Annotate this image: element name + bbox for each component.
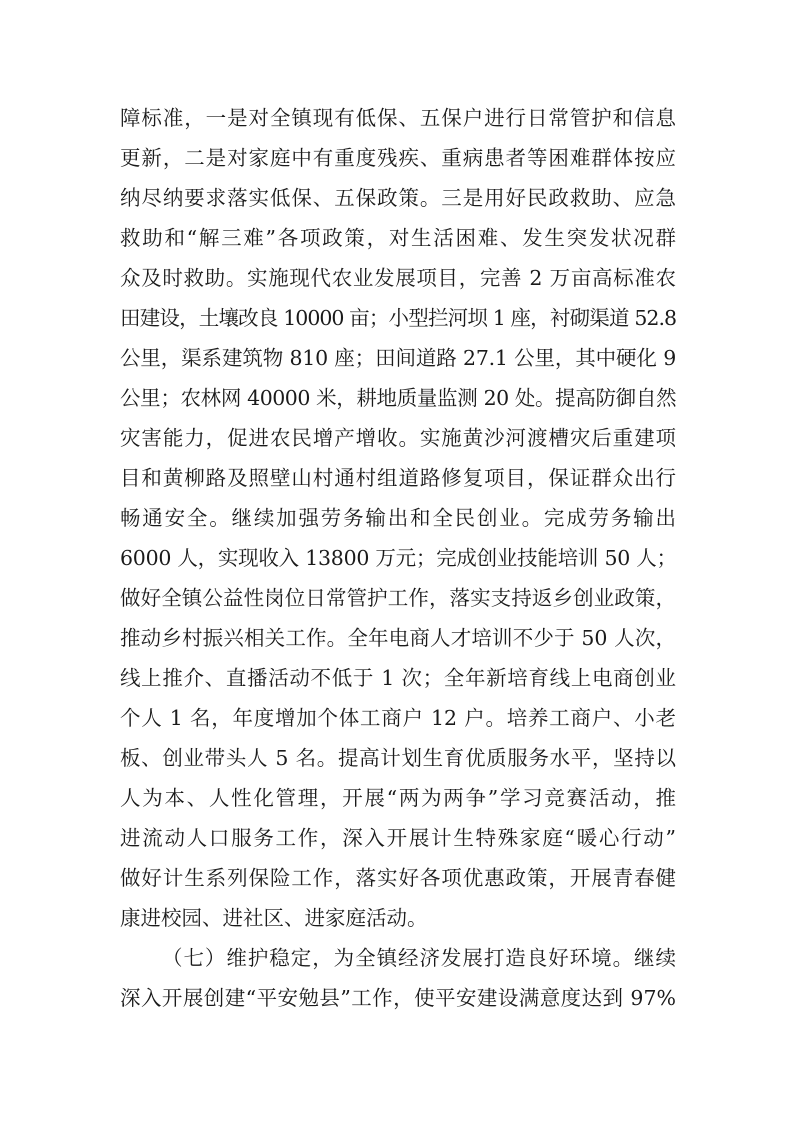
text-line: 进流动人口服务工作，深入开展计生特殊家庭“暖心行动” <box>120 826 676 850</box>
text-line: 更新，二是对家庭中有重度残疾、重病患者等困难群体按应 <box>120 146 676 170</box>
text-line: 纳尽纳要求落实低保、五保政策。三是用好民政救助、应急 <box>120 186 676 210</box>
text-line: 障标准，一是对全镇现有低保、五保户进行日常管护和信息 <box>120 106 676 130</box>
text-line: 康进校园、进社区、进家庭活动。 <box>120 906 428 930</box>
text-line: 深入开展创建“平安勉县”工作，使平安建设满意度达到 97% <box>120 986 676 1010</box>
text-line: 板、创业带头人 5 名。提高计划生育优质服务水平，坚持以 <box>120 746 676 770</box>
text-line: 灾害能力，促进农民增产增收。实施黄沙河渡槽灾后重建项 <box>120 426 676 450</box>
text-line: 众及时救助。实施现代农业发展项目，完善 2 万亩高标准农 <box>120 266 676 290</box>
text-line: 个人 1 名，年度增加个体工商户 12 户。培养工商户、小老 <box>120 706 676 730</box>
text-line: 做好计生系列保险工作，落实好各项优惠政策，开展青春健 <box>120 866 676 890</box>
text-line: 目和黄柳路及照壁山村通村组道路修复项目，保证群众出行 <box>120 466 676 490</box>
text-line: 畅通安全。继续加强劳务输出和全民创业。完成劳务输出 <box>120 506 676 530</box>
text-line: 推动乡村振兴相关工作。全年电商人才培训不少于 50 人次， <box>120 626 676 650</box>
section-heading-line: （七）维护稳定，为全镇经济发展打造良好环境。继续 <box>162 946 676 970</box>
text-line: 做好全镇公益性岗位日常管护工作，落实支持返乡创业政策， <box>120 586 676 610</box>
text-line: 6000 人，实现收入 13800 万元；完成创业技能培训 50 人； <box>120 546 677 570</box>
text-line: 公里，渠系建筑物 810 座；田间道路 27.1 公里，其中硬化 9 <box>120 346 676 370</box>
text-line: 线上推介、直播活动不低于 1 次；全年新培育线上电商创业 <box>120 666 676 690</box>
text-line: 公里；农林网 40000 米，耕地质量监测 20 处。提高防御自然 <box>120 386 676 410</box>
text-line: 救助和“解三难”各项政策，对生活困难、发生突发状况群 <box>120 226 676 250</box>
text-line: 人为本、人性化管理，开展“两为两争”学习竞赛活动，推 <box>120 786 676 810</box>
text-line: 田建设，土壤改良 10000 亩；小型拦河坝 1 座，衬砌渠道 52.8 <box>120 306 676 330</box>
